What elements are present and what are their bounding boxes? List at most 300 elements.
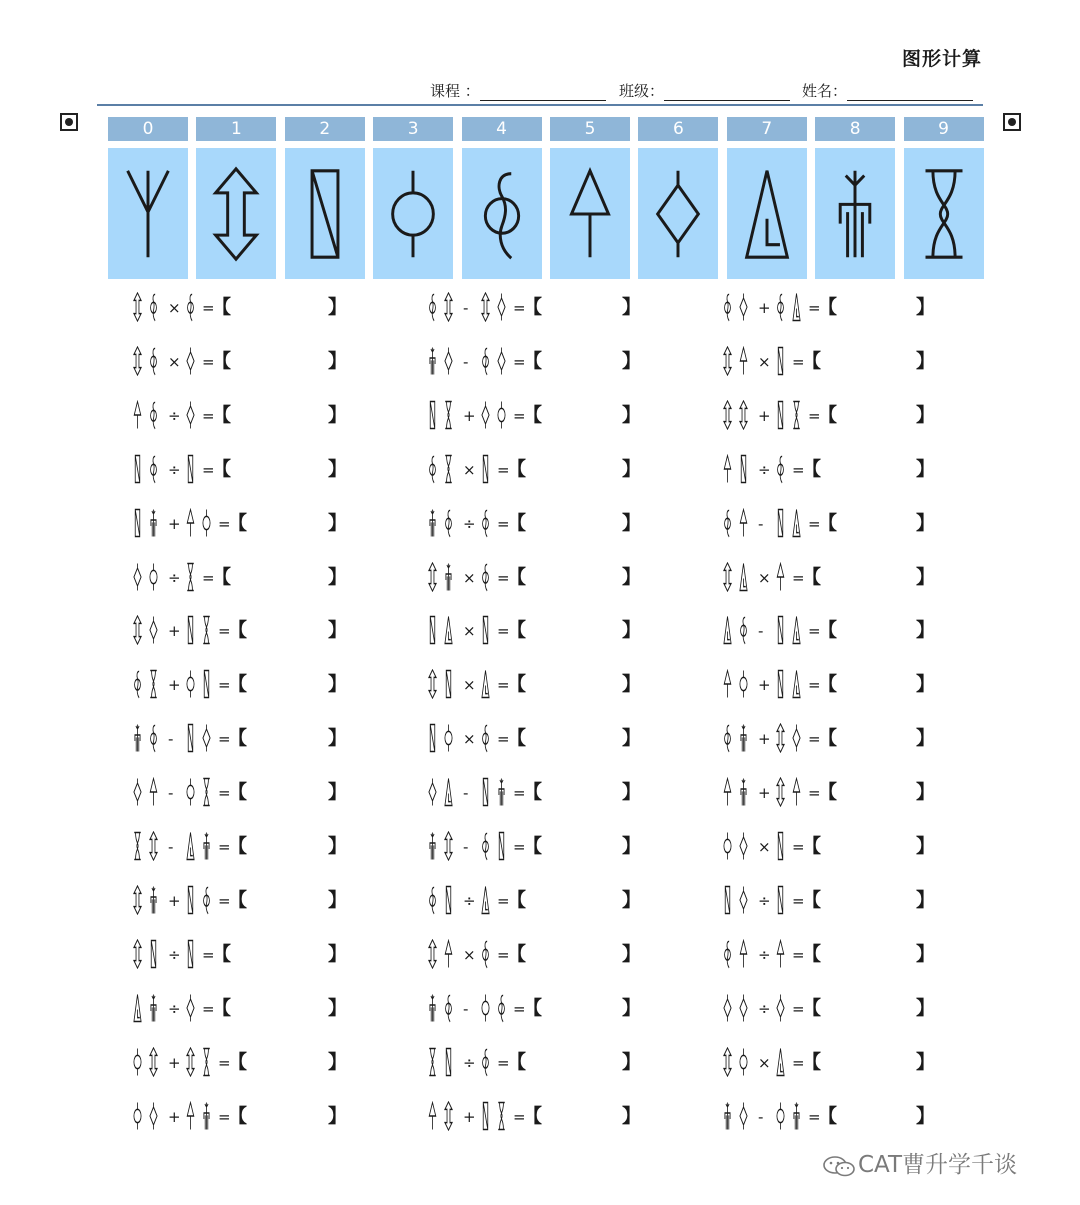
hourglass-symbol-icon xyxy=(498,1102,505,1129)
diamond-stick-symbol-icon xyxy=(793,725,800,752)
answer-blank[interactable] xyxy=(232,295,330,319)
s-circle-symbol-icon xyxy=(725,510,731,536)
answer-bracket-close: 】 xyxy=(916,835,936,857)
double-arrow-symbol-icon xyxy=(187,1047,194,1075)
operator-label: × xyxy=(758,568,771,587)
problem-row xyxy=(426,723,642,753)
operator-label: - xyxy=(168,784,174,803)
tall-triangle-symbol-icon xyxy=(482,886,489,913)
answer-blank[interactable] xyxy=(248,834,330,858)
equals-sign: = xyxy=(808,676,821,695)
equals-sign: = xyxy=(202,999,215,1018)
equals-sign: = xyxy=(218,676,231,695)
answer-blank[interactable] xyxy=(248,1104,330,1128)
answer-bracket-close: 】 xyxy=(916,996,936,1019)
s-circle-symbol-icon xyxy=(151,294,157,320)
rect-diagonal-symbol-icon xyxy=(778,886,783,913)
key-symbol-box xyxy=(285,148,365,279)
answer-blank[interactable] xyxy=(248,726,330,750)
equals-sign: = xyxy=(513,784,526,803)
class-field[interactable] xyxy=(619,80,790,101)
answer-blank[interactable] xyxy=(838,295,918,319)
answer-blank[interactable] xyxy=(232,942,330,966)
diamond-stick-symbol-icon xyxy=(482,401,489,428)
s-circle-symbol-icon xyxy=(778,294,784,320)
diamond-stick-symbol-icon xyxy=(777,994,784,1021)
triangle-stick-symbol-icon xyxy=(724,779,731,806)
branch-symbol-icon xyxy=(840,171,870,257)
answer-bracket-open: 【 xyxy=(228,673,248,696)
tall-triangle-symbol-icon xyxy=(746,171,787,257)
tall-triangle-symbol-icon xyxy=(740,563,747,590)
equals-sign: = xyxy=(497,514,510,533)
s-circle-symbol-icon xyxy=(725,294,731,320)
answer-bracket-close: 】 xyxy=(916,1104,936,1127)
problem-row xyxy=(426,454,642,484)
problem-row xyxy=(721,831,936,861)
operator-label: + xyxy=(168,1053,181,1072)
triangle-stick-symbol-icon xyxy=(724,455,731,482)
triangle-stick-symbol-icon xyxy=(724,671,731,698)
branch-symbol-icon xyxy=(499,779,504,806)
answer-blank[interactable] xyxy=(248,1050,330,1074)
s-circle-symbol-icon xyxy=(430,887,436,913)
circle-stick-symbol-icon xyxy=(203,509,210,536)
operator-label: + xyxy=(168,514,181,533)
answer-bracket-open: 【 xyxy=(802,457,822,480)
hourglass-symbol-icon xyxy=(203,1048,210,1075)
answer-blank[interactable] xyxy=(232,403,330,427)
operator-label: + xyxy=(463,406,476,425)
operator-label: × xyxy=(168,299,181,317)
answer-bracket-close: 】 xyxy=(622,296,642,318)
answer-bracket-close: 】 xyxy=(622,996,642,1019)
branch-symbol-icon xyxy=(430,833,435,860)
answer-blank[interactable] xyxy=(527,457,624,481)
answer-bracket-close: 】 xyxy=(328,1104,348,1127)
key-symbol-box xyxy=(727,148,807,279)
operator-label: + xyxy=(758,676,771,695)
equals-sign: = xyxy=(497,945,510,964)
circle-stick-symbol-icon xyxy=(777,1102,784,1129)
problem-row xyxy=(721,1047,936,1077)
key-digit-1 xyxy=(196,117,276,141)
answer-bracket-close: 】 xyxy=(916,1050,936,1073)
answer-bracket-close: 】 xyxy=(328,457,348,480)
answer-blank[interactable] xyxy=(822,1050,918,1074)
branch-symbol-icon xyxy=(430,347,435,374)
problem-row xyxy=(131,1101,348,1131)
answer-bracket-open: 【 xyxy=(523,835,543,857)
triangle-stick-symbol-icon xyxy=(740,509,747,536)
problem-row xyxy=(721,292,936,322)
answer-blank[interactable] xyxy=(527,672,624,696)
answer-blank[interactable] xyxy=(543,295,624,319)
operator-label: + xyxy=(758,784,771,803)
answer-bracket-close: 】 xyxy=(328,888,348,911)
answer-bracket-close: 】 xyxy=(328,296,348,318)
answer-blank[interactable] xyxy=(232,349,330,373)
rect-diagonal-symbol-icon xyxy=(188,940,193,967)
rect-diagonal-symbol-icon xyxy=(430,725,435,752)
rect-diagonal-symbol-icon xyxy=(778,347,783,374)
rect-diagonal-symbol-icon xyxy=(778,671,783,698)
tall-triangle-symbol-icon xyxy=(187,833,194,860)
class-blank[interactable] xyxy=(664,84,790,101)
operator-label: + xyxy=(758,299,771,317)
answer-blank[interactable] xyxy=(543,1104,624,1128)
hourglass-symbol-icon xyxy=(429,1048,436,1075)
answer-blank[interactable] xyxy=(248,511,330,535)
problem-row xyxy=(131,669,348,699)
answer-blank[interactable] xyxy=(248,780,330,804)
equals-sign: = xyxy=(202,406,215,425)
triangle-stick-symbol-icon xyxy=(572,171,609,257)
answer-bracket-close: 】 xyxy=(916,727,936,750)
answer-blank[interactable] xyxy=(543,780,624,804)
hourglass-symbol-icon xyxy=(203,779,210,806)
answer-blank[interactable] xyxy=(838,618,918,642)
equals-sign: = xyxy=(808,1107,821,1126)
answer-bracket-close: 】 xyxy=(622,727,642,750)
answer-blank[interactable] xyxy=(232,565,330,589)
equals-sign: = xyxy=(513,299,526,317)
equals-sign: = xyxy=(808,784,821,803)
answer-bracket-open: 【 xyxy=(523,403,543,426)
branch-symbol-icon xyxy=(204,1102,209,1129)
answer-bracket-close: 】 xyxy=(622,619,642,642)
rect-diagonal-symbol-icon xyxy=(430,617,435,644)
rect-diagonal-symbol-icon xyxy=(483,455,488,482)
branch-symbol-icon xyxy=(725,1102,730,1129)
answer-blank[interactable] xyxy=(248,672,330,696)
answer-bracket-open: 【 xyxy=(212,349,232,372)
answer-bracket-open: 【 xyxy=(228,1050,248,1073)
equals-sign: = xyxy=(808,622,821,641)
double-arrow-symbol-icon xyxy=(150,832,157,860)
operator-label: ÷ xyxy=(168,945,181,964)
triangle-stick-symbol-icon xyxy=(187,509,194,536)
answer-bracket-close: 】 xyxy=(622,565,642,588)
equals-sign: = xyxy=(497,891,510,910)
answer-blank[interactable] xyxy=(232,996,330,1020)
problem-row xyxy=(426,777,642,807)
equals-sign: = xyxy=(808,406,821,425)
answer-bracket-close: 】 xyxy=(622,888,642,911)
s-circle-symbol-icon xyxy=(485,174,518,258)
course-field[interactable] xyxy=(430,80,606,101)
tall-triangle-symbol-icon xyxy=(134,994,141,1021)
equals-sign: = xyxy=(792,1053,805,1072)
operator-label: × xyxy=(463,730,476,749)
registration-mark-right-icon xyxy=(1003,113,1021,131)
problem-row xyxy=(721,993,936,1023)
problem-row xyxy=(131,292,348,322)
key-digit-0 xyxy=(108,117,188,141)
s-circle-symbol-icon xyxy=(483,941,489,967)
rect-diagonal-symbol-icon xyxy=(135,509,140,536)
answer-blank[interactable] xyxy=(822,349,918,373)
name-blank[interactable] xyxy=(847,84,973,101)
triangle-stick-symbol-icon xyxy=(150,779,157,806)
course-blank[interactable] xyxy=(480,84,606,101)
double-arrow-symbol-icon xyxy=(445,1101,452,1129)
equals-sign: = xyxy=(202,945,215,964)
answer-bracket-open: 【 xyxy=(818,511,838,534)
answer-blank[interactable] xyxy=(838,511,918,535)
hourglass-symbol-icon xyxy=(203,617,210,644)
diamond-stick-symbol-icon xyxy=(187,401,194,428)
operator-label: - xyxy=(758,622,764,641)
answer-blank[interactable] xyxy=(248,618,330,642)
worksheet-title: 图形计算 xyxy=(901,48,982,70)
name-field[interactable] xyxy=(802,80,973,101)
problem-row xyxy=(721,723,936,753)
operator-label: - xyxy=(463,784,469,803)
answer-bracket-close: 】 xyxy=(622,673,642,696)
answer-bracket-close: 】 xyxy=(622,1104,642,1127)
answer-bracket-open: 【 xyxy=(523,781,543,804)
answer-bracket-open: 【 xyxy=(507,511,527,534)
answer-blank[interactable] xyxy=(838,726,918,750)
answer-blank[interactable] xyxy=(838,780,918,804)
answer-blank[interactable] xyxy=(527,618,624,642)
answer-bracket-close: 】 xyxy=(916,511,936,534)
s-circle-symbol-icon xyxy=(430,294,436,320)
answer-bracket-open: 【 xyxy=(228,511,248,534)
equals-sign: = xyxy=(792,568,805,587)
answer-blank[interactable] xyxy=(838,403,918,427)
branch-symbol-icon xyxy=(430,509,435,536)
answer-blank[interactable] xyxy=(822,565,918,589)
answer-bracket-open: 【 xyxy=(523,996,543,1019)
answer-blank[interactable] xyxy=(232,457,330,481)
rect-diagonal-symbol-icon xyxy=(483,617,488,644)
operator-label: ÷ xyxy=(758,999,771,1018)
operator-label: - xyxy=(168,838,174,856)
diamond-stick-symbol-icon xyxy=(150,1102,157,1129)
operator-label: × xyxy=(463,568,476,587)
rect-diagonal-symbol-icon xyxy=(135,455,140,482)
s-circle-symbol-icon xyxy=(204,887,210,913)
key-symbol-box xyxy=(373,148,453,279)
answer-bracket-close: 】 xyxy=(916,457,936,480)
rect-diagonal-symbol-icon xyxy=(312,171,338,257)
key-symbol-box xyxy=(904,148,984,279)
problem-row xyxy=(721,508,936,538)
triangle-stick-symbol-icon xyxy=(777,940,784,967)
rect-diagonal-symbol-icon xyxy=(188,886,193,913)
answer-blank[interactable] xyxy=(543,349,624,373)
key-digit-label: 4 xyxy=(462,117,542,141)
branch-symbol-icon xyxy=(135,725,140,752)
circle-stick-symbol-icon xyxy=(740,671,747,698)
wechat-icon xyxy=(822,1154,858,1178)
s-circle-symbol-icon xyxy=(188,294,194,320)
equals-sign: = xyxy=(218,838,231,856)
answer-blank[interactable] xyxy=(543,403,624,427)
answer-blank[interactable] xyxy=(527,565,624,589)
answer-blank[interactable] xyxy=(527,726,624,750)
double-arrow-symbol-icon xyxy=(134,293,141,321)
equals-sign: = xyxy=(202,299,215,317)
student-info-fields xyxy=(430,80,982,104)
problem-row xyxy=(721,939,936,969)
double-arrow-symbol-icon xyxy=(216,169,257,259)
circle-stick-symbol-icon xyxy=(187,671,194,698)
circle-stick-symbol-icon xyxy=(134,1102,141,1129)
problem-row xyxy=(131,346,348,376)
diamond-stick-symbol-icon xyxy=(187,347,194,374)
operator-label: × xyxy=(758,1053,771,1072)
rect-diagonal-symbol-icon xyxy=(188,725,193,752)
answer-bracket-open: 【 xyxy=(228,619,248,642)
problem-row xyxy=(426,669,642,699)
problem-row xyxy=(131,400,348,430)
key-digit-5 xyxy=(550,117,630,141)
triangle-stick-symbol-icon xyxy=(429,1102,436,1129)
diamond-stick-symbol-icon xyxy=(740,886,747,913)
key-symbol-box xyxy=(638,148,718,279)
answer-bracket-close: 】 xyxy=(916,619,936,642)
equals-sign: = xyxy=(497,568,510,587)
problem-row xyxy=(721,346,936,376)
answer-blank[interactable] xyxy=(527,511,624,535)
answer-bracket-open: 【 xyxy=(507,942,527,965)
answer-blank[interactable] xyxy=(527,1050,624,1074)
answer-blank[interactable] xyxy=(822,942,918,966)
answer-blank[interactable] xyxy=(838,1104,918,1128)
rect-diagonal-symbol-icon xyxy=(188,617,193,644)
answer-bracket-open: 【 xyxy=(818,403,838,426)
equals-sign: = xyxy=(792,945,805,964)
double-arrow-symbol-icon xyxy=(445,293,452,321)
equals-sign: = xyxy=(218,514,231,533)
answer-bracket-open: 【 xyxy=(507,673,527,696)
equals-sign: = xyxy=(513,406,526,425)
answer-bracket-open: 【 xyxy=(212,942,232,965)
answer-bracket-open: 【 xyxy=(507,1050,527,1073)
s-circle-symbol-icon xyxy=(151,456,157,482)
answer-blank[interactable] xyxy=(822,457,918,481)
diamond-stick-symbol-icon xyxy=(498,347,505,374)
key-digit-4 xyxy=(462,117,542,141)
answer-blank[interactable] xyxy=(543,834,624,858)
answer-blank[interactable] xyxy=(248,888,330,912)
watermark-text: CAT曹升学千谈 xyxy=(858,1152,1018,1178)
answer-bracket-open: 【 xyxy=(802,996,822,1019)
problem-row xyxy=(426,508,642,538)
answer-bracket-close: 】 xyxy=(916,781,936,804)
answer-bracket-open: 【 xyxy=(212,996,232,1019)
s-circle-symbol-icon xyxy=(483,833,489,859)
diamond-stick-symbol-icon xyxy=(203,725,210,752)
answer-bracket-open: 【 xyxy=(802,942,822,965)
equals-sign: = xyxy=(513,999,526,1018)
answer-bracket-close: 】 xyxy=(622,781,642,804)
answer-bracket-close: 】 xyxy=(328,727,348,750)
key-digit-label: 8 xyxy=(815,117,895,141)
answer-blank[interactable] xyxy=(543,996,624,1020)
tall-triangle-symbol-icon xyxy=(724,617,731,644)
answer-bracket-close: 】 xyxy=(622,835,642,857)
problem-row xyxy=(426,1047,642,1077)
circle-stick-symbol-icon xyxy=(445,725,452,752)
equals-sign: = xyxy=(202,460,215,479)
key-digit-label: 9 xyxy=(904,117,984,141)
s-circle-symbol-icon xyxy=(430,456,436,482)
branch-symbol-icon xyxy=(446,563,451,590)
circle-stick-symbol-icon xyxy=(482,994,489,1021)
answer-bracket-open: 【 xyxy=(802,888,822,911)
key-digit-3 xyxy=(373,117,453,141)
double-arrow-symbol-icon xyxy=(445,832,452,860)
answer-blank[interactable] xyxy=(838,672,918,696)
s-circle-symbol-icon xyxy=(483,726,489,752)
registration-mark-left-icon xyxy=(60,113,78,131)
answer-blank[interactable] xyxy=(822,996,918,1020)
answer-bracket-open: 【 xyxy=(228,888,248,911)
key-digit-label: 5 xyxy=(550,117,630,141)
rect-diagonal-symbol-icon xyxy=(778,833,783,860)
equals-sign: = xyxy=(218,730,231,749)
answer-blank[interactable] xyxy=(527,942,624,966)
answer-bracket-close: 】 xyxy=(328,673,348,696)
operator-label: + xyxy=(168,891,181,910)
answer-blank[interactable] xyxy=(822,834,918,858)
answer-bracket-close: 】 xyxy=(328,619,348,642)
answer-bracket-close: 】 xyxy=(328,942,348,965)
answer-bracket-close: 】 xyxy=(622,1050,642,1073)
hourglass-symbol-icon xyxy=(134,833,141,860)
answer-bracket-close: 】 xyxy=(916,888,936,911)
problem-row xyxy=(131,454,348,484)
hourglass-symbol-icon xyxy=(925,171,962,257)
answer-blank[interactable] xyxy=(527,888,624,912)
operator-label: - xyxy=(463,999,469,1018)
s-circle-symbol-icon xyxy=(446,510,452,536)
equals-sign: = xyxy=(792,460,805,479)
trident-symbol-icon xyxy=(128,171,169,257)
answer-bracket-open: 【 xyxy=(523,1104,543,1127)
double-arrow-symbol-icon xyxy=(134,616,141,644)
answer-blank[interactable] xyxy=(822,888,918,912)
branch-symbol-icon xyxy=(151,994,156,1021)
equals-sign: = xyxy=(513,838,526,856)
triangle-stick-symbol-icon xyxy=(445,940,452,967)
equals-sign: = xyxy=(792,838,805,856)
diamond-stick-symbol-icon xyxy=(445,347,452,374)
triangle-stick-symbol-icon xyxy=(134,401,141,428)
branch-symbol-icon xyxy=(741,725,746,752)
hourglass-symbol-icon xyxy=(445,455,452,482)
diamond-stick-symbol-icon xyxy=(429,779,436,806)
triangle-stick-symbol-icon xyxy=(777,563,784,590)
answer-bracket-close: 】 xyxy=(328,403,348,426)
operator-label: + xyxy=(758,406,771,425)
answer-bracket-open: 【 xyxy=(507,457,527,480)
s-circle-symbol-icon xyxy=(135,672,141,698)
equals-sign: = xyxy=(808,514,821,533)
s-circle-symbol-icon xyxy=(151,348,157,374)
operator-label: ÷ xyxy=(168,568,181,587)
problem-row xyxy=(131,615,348,645)
operator-label: - xyxy=(463,838,469,856)
operator-label: ÷ xyxy=(168,999,181,1018)
operator-label: ÷ xyxy=(463,891,476,910)
hourglass-symbol-icon xyxy=(187,563,194,590)
key-digit-7 xyxy=(727,117,807,141)
